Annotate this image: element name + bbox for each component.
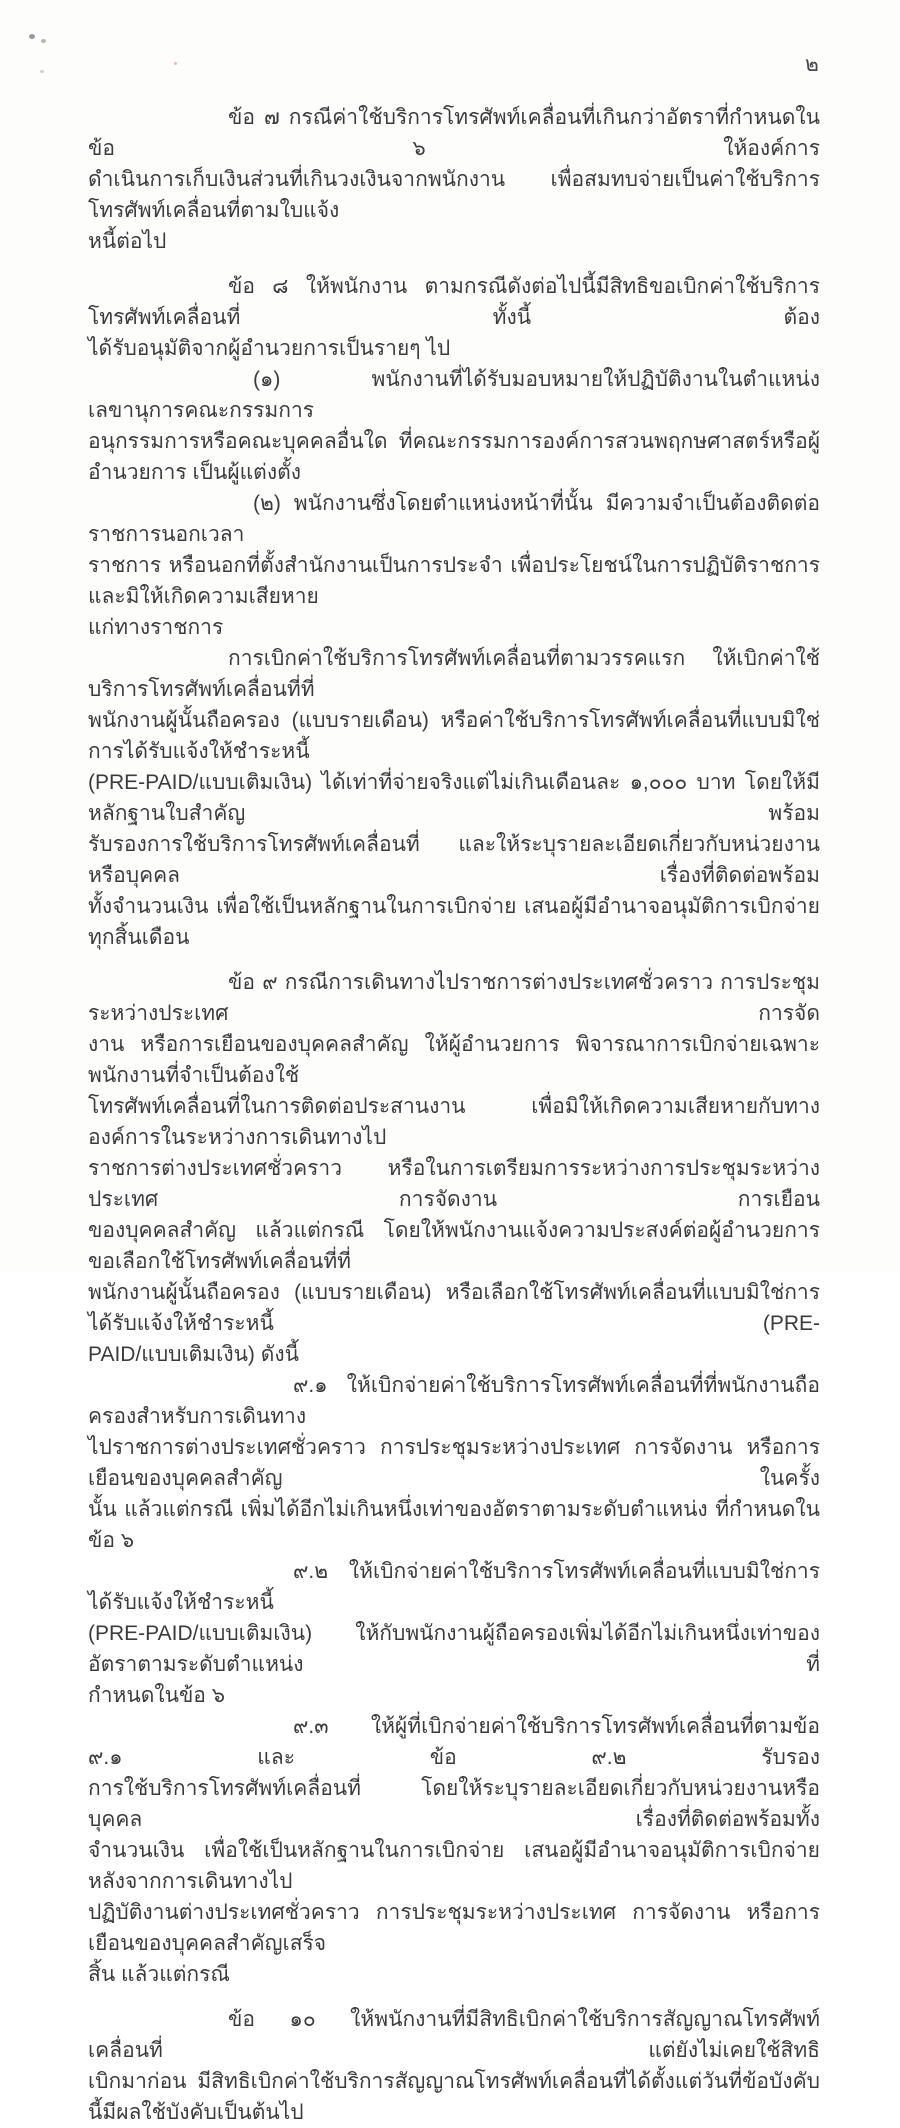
- clause-8: [88, 271, 820, 364]
- text-line: อนุกรรมการหรือคณะบุคคลอื่นใด ที่คณะกรรมการองค์การสวนพฤกษศาสตร์หรือผู้อำนวยการ เป็นผู้แต่งตั้ง: [88, 430, 820, 484]
- clause-8-item-2: [88, 488, 820, 643]
- text-line: ราชการต่างประเทศชั่วคราว หรือในการเตรียมการระหว่างการประชุมระหว่างประเทศ การจัดงาน การเยือน: [88, 1157, 820, 1211]
- clause-8-closing: [88, 643, 820, 953]
- text-line: ข้อ ๗ กรณีค่าใช้บริการโทรศัพท์เคลื่อนที่เกินกว่าอัตราที่กำหนดในข้อ ๖ ให้องค์การ: [88, 106, 820, 160]
- text-line: เบิกมาก่อน มีสิทธิเบิกค่าใช้บริการสัญญาณโทรศัพท์เคลื่อนที่ได้ตั้งแต่วันที่ข้อบังคับนี้มีผลใช้บังคับเป็นต้นไป: [88, 2070, 820, 2124]
- clause-9-1: [88, 1370, 820, 1556]
- text-line: การใช้บริการโทรศัพท์เคลื่อนที่ โดยให้ระบุรายละเอียดเกี่ยวกับหน่วยงานหรือบุคคล เรื่องที่ติดต่อพร้อมทั้ง: [88, 1777, 820, 1831]
- text-line: (๑) พนักงานที่ได้รับมอบหมายให้ปฏิบัติงานในตำแหน่งเลขานุการคณะกรรมการ: [88, 368, 820, 422]
- text-line: PAID/แบบเติมเงิน) ดังนี้: [88, 1343, 300, 1366]
- clause-9: [88, 967, 820, 1370]
- text-line: ข้อ ๑๐ ให้พนักงานที่มีสิทธิเบิกค่าใช้บริการสัญญาณโทรศัพท์เคลื่อนที่ แต่ยังไม่เคยใช้สิทธิ: [88, 2008, 820, 2062]
- text-line: พนักงานผู้นั้นถือครอง (แบบรายเดือน) หรือเลือกใช้โทรศัพท์เคลื่อนที่แบบมิใช่การได้รับแจ้งให้ชำระหนี้ (PRE-: [88, 1281, 820, 1335]
- text-line: การเบิกค่าใช้บริการโทรศัพท์เคลื่อนที่ตามวรรคแรก ให้เบิกค่าใช้บริการโทรศัพท์เคลื่อนที่ที่: [88, 647, 820, 701]
- text-line: ไปราชการต่างประเทศชั่วคราว การประชุมระหว่างประเทศ การจัดงาน หรือการเยือนของบุคคลสำคัญ ในครั้ง: [88, 1436, 820, 1490]
- scan-speck: [29, 34, 35, 39]
- document-body: [88, 102, 820, 2128]
- page-number: ๒: [805, 53, 819, 76]
- text-line: กำหนดในข้อ ๖: [88, 1684, 226, 1707]
- scan-speck: [40, 70, 44, 73]
- text-line: จำนวนเงิน เพื่อใช้เป็นหลักฐานในการเบิกจ่าย เสนอผู้มีอำนาจอนุมัติการเบิกจ่ายหลังจากการเดินทางไป: [88, 1839, 820, 1893]
- text-line: ๙.๒ ให้เบิกจ่ายค่าใช้บริการโทรศัพท์เคลื่อนที่แบบมิใช่การได้รับแจ้งให้ชำระหนี้: [88, 1560, 820, 1614]
- text-line: นั้น แล้วแต่กรณี เพิ่มได้อีกไม่เกินหนึ่งเท่าของอัตราตามระดับตำแหน่ง ที่กำหนดในข้อ ๖: [88, 1498, 820, 1552]
- scan-speck: [41, 39, 46, 43]
- text-line: รับรองการใช้บริการโทรศัพท์เคลื่อนที่ และให้ระบุรายละเอียดเกี่ยวกับหน่วยงานหรือบุคคล เรื่องที่ติดต่อพร้อม: [88, 833, 820, 887]
- scan-speck: [174, 62, 177, 65]
- text-line: พนักงานผู้นั้นถือครอง (แบบรายเดือน) หรือค่าใช้บริการโทรศัพท์เคลื่อนที่แบบมิใช่การได้รับแจ้งให้ชำระหนี้: [88, 709, 820, 763]
- text-line: ดำเนินการเก็บเงินส่วนที่เกินวงเงินจากพนักงาน เพื่อสมทบจ่ายเป็นค่าใช้บริการโทรศัพท์เคลื่อนที่ตามใบแจ้ง: [88, 168, 820, 222]
- text-line: ราชการ หรือนอกที่ตั้งสำนักงานเป็นการประจำ เพื่อประโยชน์ในการปฏิบัติราชการ และมิให้เกิดความเสียหาย: [88, 554, 820, 608]
- text-line: (๒) พนักงานซึ่งโดยตำแหน่งหน้าที่นั้น มีความจำเป็นต้องติดต่อราชการนอกเวลา: [88, 492, 820, 546]
- text-line: ข้อ ๘ ให้พนักงาน ตามกรณีดังต่อไปนี้มีสิทธิขอเบิกค่าใช้บริการโทรศัพท์เคลื่อนที่ ทั้งนี้ ต้อง: [88, 275, 820, 329]
- text-line: ปฏิบัติงานต่างประเทศชั่วคราว การประชุมระหว่างประเทศ การจัดงาน หรือการเยือนของบุคคลสำคัญเสร็จ: [88, 1901, 820, 1955]
- text-line: ทั้งจำนวนเงิน เพื่อใช้เป็นหลักฐานในการเบิกจ่าย เสนอผู้มีอำนาจอนุมัติการเบิกจ่ายทุกสิ้นเดือน: [88, 895, 820, 949]
- text-line: งาน หรือการเยือนของบุคคลสำคัญ ให้ผู้อำนวยการ พิจารณาการเบิกจ่ายเฉพาะพนักงานที่จำเป็นต้องใช้: [88, 1033, 820, 1087]
- text-line: ๙.๓ ให้ผู้ที่เบิกจ่ายค่าใช้บริการโทรศัพท์เคลื่อนที่ตามข้อ ๙.๑ และ ข้อ ๙.๒ รับรอง: [88, 1715, 820, 1769]
- clause-10: [88, 2004, 820, 2128]
- clause-9-2: [88, 1556, 820, 1711]
- clause-8-item-1: [88, 364, 820, 488]
- clause-7: [88, 102, 820, 257]
- text-line: สิ้น แล้วแต่กรณี: [88, 1963, 230, 1986]
- text-line: ๙.๑ ให้เบิกจ่ายค่าใช้บริการโทรศัพท์เคลื่อนที่ที่พนักงานถือครองสำหรับการเดินทาง: [88, 1374, 820, 1428]
- text-line: ข้อ ๙ กรณีการเดินทางไปราชการต่างประเทศชั่วคราว การประชุมระหว่างประเทศ การจัด: [88, 971, 820, 1025]
- clause-9-3: [88, 1711, 820, 1990]
- text-line: หนี้ต่อไป: [88, 230, 167, 253]
- text-line: แก่ทางราชการ: [88, 616, 224, 639]
- text-line: ของบุคคลสำคัญ แล้วแต่กรณี โดยให้พนักงานแจ้งความประสงค์ต่อผู้อำนวยการ ขอเลือกใช้โทรศัพท์เคลื่อนที่ที่: [88, 1219, 820, 1273]
- text-line: (PRE-PAID/แบบเติมเงิน) ให้กับพนักงานผู้ถือครองเพิ่มได้อีกไม่เกินหนึ่งเท่าของอัตราตามระดับตำแหน่ง ที่: [88, 1622, 820, 1676]
- text-line: โทรศัพท์เคลื่อนที่ในการติดต่อประสานงาน เพื่อมิให้เกิดความเสียหายกับทางองค์การในระหว่างการเดินทางไป: [88, 1095, 820, 1149]
- text-line: ได้รับอนุมัติจากผู้อำนวยการเป็นรายๆ ไป: [88, 337, 451, 360]
- text-line: (PRE-PAID/แบบเติมเงิน) ได้เท่าที่จ่ายจริงแต่ไม่เกินเดือนละ ๑,๐๐๐ บาท โดยให้มีหลักฐานใบสำคัญ พร้อม: [88, 771, 820, 825]
